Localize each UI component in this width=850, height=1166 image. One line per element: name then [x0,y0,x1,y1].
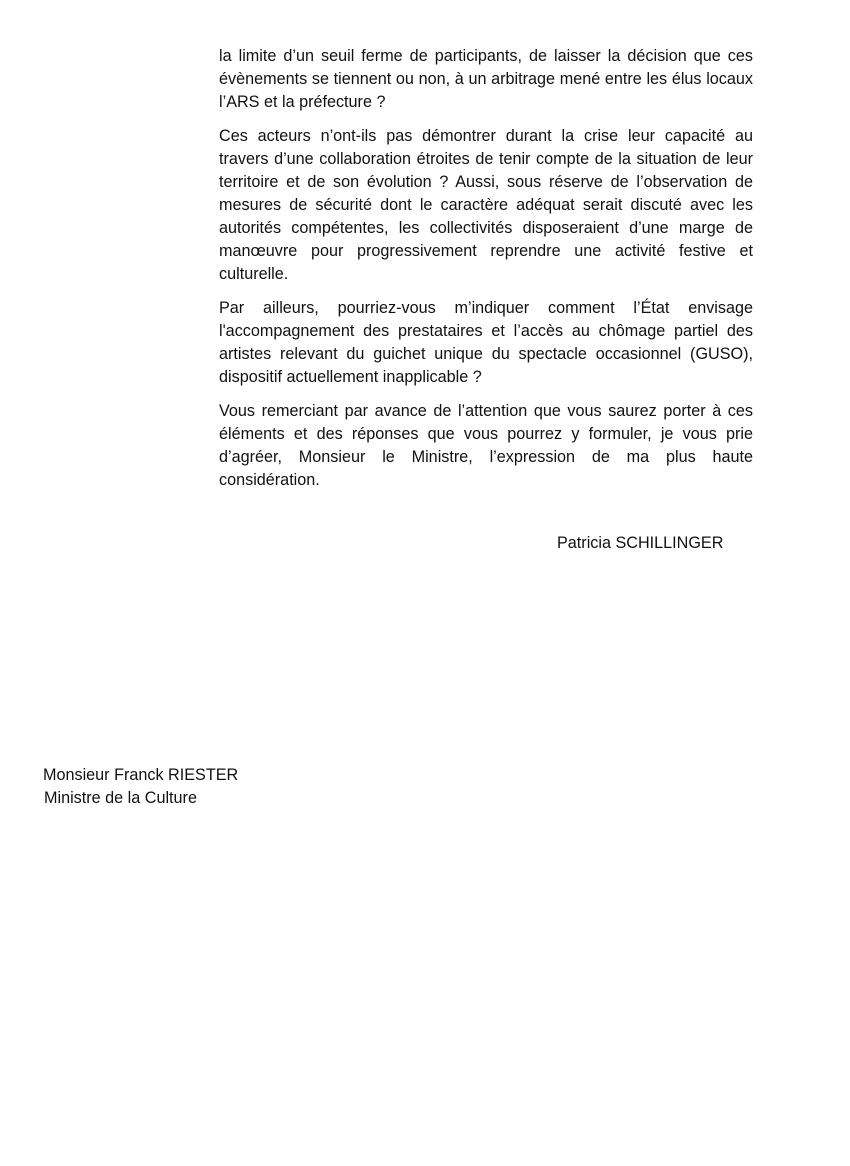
letter-paragraph-4: Vous remerciant par avance de l’attention que vous saurez porter à ces éléments et des réponses que vous pourrez y formuler, je vous prie d’agréer, Monsieur le Ministre, l’expression de ma plus haute considération. [219,402,753,489]
recipient-title: Ministre de la Culture [44,789,197,807]
letter-paragraph-3: Par ailleurs, pourriez-vous m’indiquer comment l’État envisage l'accompagnement des prestataires et l’accès au chômage partiel des artistes relevant du guichet unique du spectacle occasionnel (GUSO), dispositif actuellement inapplicable ? [219,299,753,386]
recipient-name: Monsieur Franck RIESTER [43,766,239,784]
letter-paragraph-1: la limite d’un seuil ferme de participants, de laisser la décision que ces évènements se tiennent ou non, à un arbitrage mené entre les élus locaux l’ARS et la préfecture ? [219,47,753,111]
signature: Patricia SCHILLINGER [557,534,724,552]
recipient-block [43,764,238,810]
letter-body [219,45,753,503]
letter-paragraph-2: Ces acteurs n’ont-ils pas démontrer durant la crise leur capacité au travers d’une collaboration étroites de tenir compte de la situation de leur territoire et de son évolution ? Aussi, sous réserve de l’observation de mesures de sécurité dont le caractère adéquat serait discuté avec les autorités compétentes, les collectivités disposeraient d’une marge de manœuvre pour progressivement reprendre une activité festive et culturelle. [219,127,753,283]
